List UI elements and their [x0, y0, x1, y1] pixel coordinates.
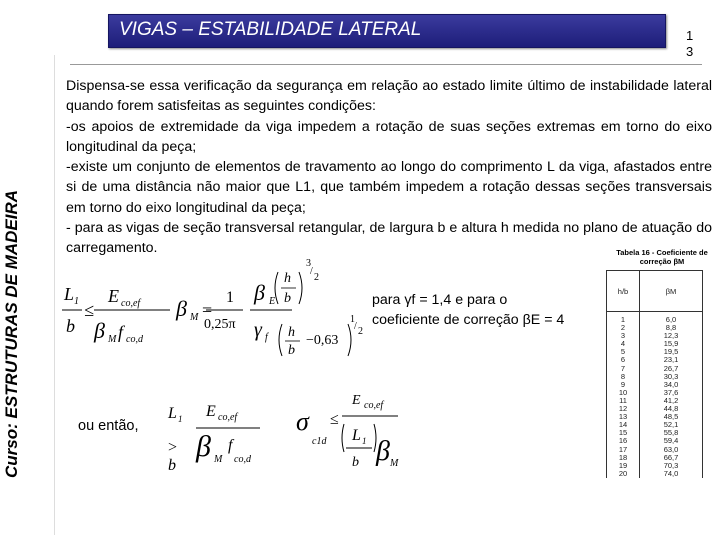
svg-text:β: β [376, 436, 390, 467]
coefficient-table [606, 270, 703, 478]
svg-text:1: 1 [178, 414, 183, 424]
list-item: -os apoios de extremidade da viga impedem a rotação de suas seções extremas em torno do eixo longitudinal da peça; [66, 118, 712, 155]
alternative-formula-left [160, 396, 270, 476]
cell-hb: 8 [607, 373, 640, 381]
svg-text:b: b [168, 457, 176, 474]
table-header-betam: βM [640, 271, 703, 312]
body-text [66, 76, 712, 259]
cell-betam: 74,0 [640, 470, 703, 478]
svg-text:β: β [254, 280, 265, 305]
cell-betam: 55,8 [640, 429, 703, 437]
cell-hb: 9 [607, 381, 640, 389]
svg-text:β: β [196, 430, 211, 463]
cell-betam: 8,8 [640, 324, 703, 332]
cell-betam: 34,0 [640, 381, 703, 389]
cell-hb: 12 [607, 405, 640, 413]
cell-hb: 10 [607, 389, 640, 397]
cell-betam: 48,5 [640, 413, 703, 421]
svg-text:b: b [66, 316, 75, 336]
svg-text:−0,63: −0,63 [306, 333, 339, 348]
table-row [607, 470, 703, 478]
correction-note [372, 290, 612, 330]
cell-hb: 11 [607, 397, 640, 405]
svg-text:=: = [202, 300, 213, 320]
svg-text:M: M [190, 312, 199, 323]
cell-hb: 17 [607, 446, 640, 454]
cell-hb: 7 [607, 365, 640, 373]
cell-hb: 14 [607, 421, 640, 429]
svg-text:E: E [108, 286, 119, 306]
svg-text:E: E [269, 296, 276, 307]
svg-text:co,ef: co,ef [121, 298, 141, 309]
svg-text:2: 2 [314, 272, 319, 283]
cell-betam: 44,8 [640, 405, 703, 413]
table-caption: Tabela 16 - Coeficiente de correção βM [616, 248, 708, 266]
svg-text:1: 1 [362, 436, 367, 446]
paragraph: Dispensa-se essa verificação da segurança em relação ao estado limite último de instabilidade lateral quando forem satisfeitas as seguintes condições: [66, 78, 712, 115]
note-line: para γf = 1,4 e para o [372, 292, 508, 308]
svg-text:/: / [310, 266, 313, 277]
cell-betam: 70,3 [640, 462, 703, 470]
svg-text:1: 1 [74, 296, 79, 307]
svg-text:E: E [352, 393, 361, 408]
svg-text:f: f [265, 332, 268, 343]
svg-text:b: b [288, 343, 295, 358]
cell-betam: 37,6 [640, 389, 703, 397]
divider [70, 64, 702, 65]
cell-betam: 15,9 [640, 340, 703, 348]
cell-hb: 3 [607, 332, 640, 340]
cell-betam: 19,5 [640, 348, 703, 356]
svg-text:M: M [214, 454, 223, 465]
svg-text:co,ef: co,ef [364, 400, 384, 411]
cell-hb: 15 [607, 429, 640, 437]
cell-hb: 5 [607, 348, 640, 356]
cell-betam: 23,1 [640, 356, 703, 364]
cell-betam: 63,0 [640, 446, 703, 454]
svg-text:2: 2 [358, 326, 363, 337]
title-bar [108, 14, 666, 48]
svg-text:M: M [108, 334, 117, 345]
svg-text:f: f [118, 322, 124, 342]
svg-text:b: b [284, 291, 291, 306]
svg-text:L: L [168, 405, 177, 422]
cell-betam: 41,2 [640, 397, 703, 405]
cell-betam: 26,7 [640, 365, 703, 373]
svg-text:b: b [352, 455, 359, 470]
svg-text:h: h [288, 325, 295, 340]
svg-text:L: L [64, 284, 75, 304]
cell-betam: 12,3 [640, 332, 703, 340]
list-item: -existe um conjunto de elementos de travamento ao longo do comprimento L da viga, afastados entre si de uma distância não maior que L1, que também impedem a rotação dessas seções transversais em torno do eixo longitudinal da peça; [66, 159, 712, 216]
svg-text:h: h [284, 271, 291, 286]
cell-betam: 66,7 [640, 454, 703, 462]
svg-text:0,25π: 0,25π [204, 317, 236, 332]
alternative-formula-right [294, 388, 424, 478]
svg-text:/: / [354, 321, 357, 332]
cell-hb: 6 [607, 356, 640, 364]
svg-text:≤: ≤ [84, 300, 94, 320]
svg-text:E: E [206, 403, 216, 420]
page-title: VIGAS – ESTABILIDADE LATERAL [119, 19, 422, 40]
page-number: 1 3 [686, 28, 694, 59]
svg-text:co,d: co,d [126, 334, 143, 345]
list-item: - para as vigas de seção transversal retangular, de largura b e altura h medida no plano de atuação do carregamento. [66, 220, 712, 257]
or-label: ou então, [78, 418, 139, 434]
svg-text:β: β [176, 296, 187, 321]
cell-hb: 1 [607, 312, 640, 325]
svg-text:M: M [390, 458, 399, 469]
svg-text:3: 3 [306, 258, 311, 269]
cell-hb: 16 [607, 437, 640, 445]
svg-text:co,d: co,d [234, 454, 251, 465]
cell-hb: 19 [607, 462, 640, 470]
svg-text:1: 1 [350, 314, 355, 325]
note-line: coeficiente de correção βE = 4 [372, 312, 565, 328]
svg-text:>: > [168, 439, 178, 456]
svg-text:γ: γ [254, 319, 262, 341]
sidebar-course-label: Curso: ESTRUTURAS DE MADEIRA [2, 189, 21, 478]
cell-betam: 59,4 [640, 437, 703, 445]
cell-betam: 30,3 [640, 373, 703, 381]
svg-text:L: L [352, 427, 361, 444]
svg-text:co,ef: co,ef [218, 412, 238, 423]
svg-text:c1d: c1d [312, 436, 327, 447]
cell-betam: 6,0 [640, 312, 703, 325]
svg-text:≤: ≤ [330, 411, 339, 428]
svg-text:σ: σ [296, 407, 309, 436]
svg-text:β: β [94, 318, 105, 343]
cell-betam: 52,1 [640, 421, 703, 429]
cell-hb: 20 [607, 470, 640, 478]
table-header-hb: h/b [607, 271, 640, 312]
cell-hb: 18 [607, 454, 640, 462]
svg-text:f: f [228, 437, 233, 454]
main-formula [58, 250, 368, 360]
svg-text:1: 1 [226, 289, 234, 306]
cell-hb: 2 [607, 324, 640, 332]
cell-hb: 13 [607, 413, 640, 421]
cell-hb: 4 [607, 340, 640, 348]
